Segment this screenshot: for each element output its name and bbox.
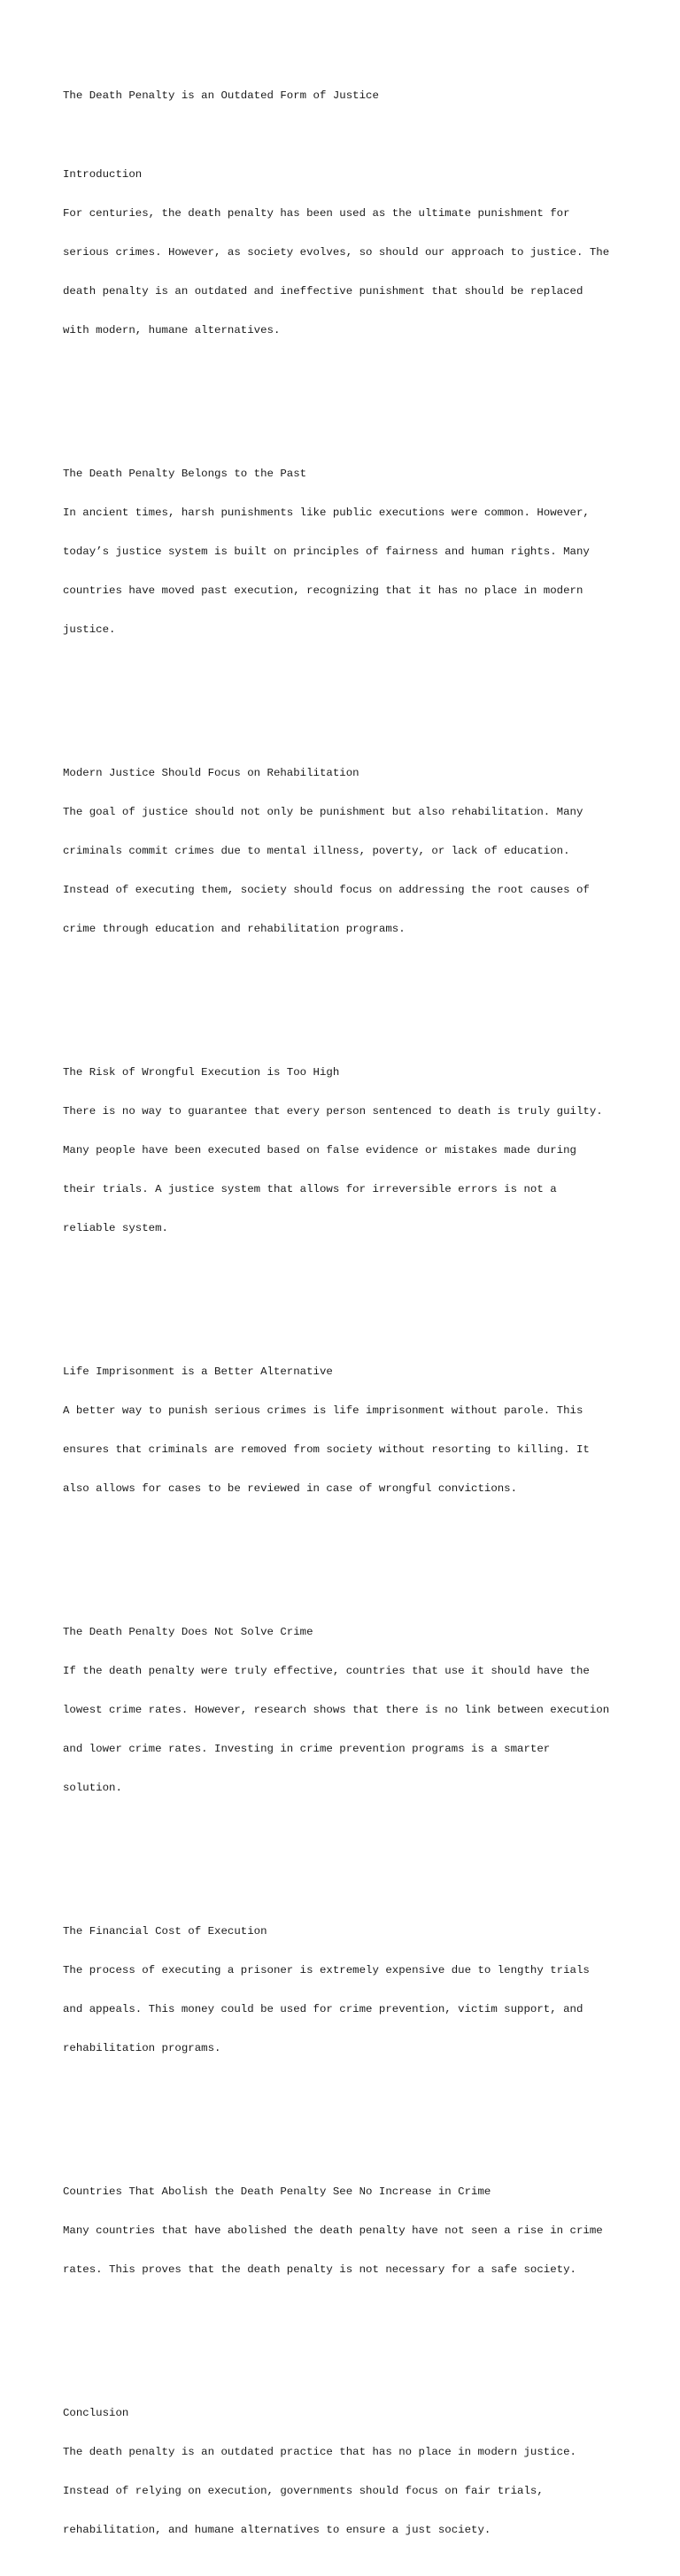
paragraph-line: The goal of justice should not only be punishment but also rehabilitation. Many: [63, 805, 583, 818]
paragraph-line: There is no way to guarantee that every person sentenced to death is truly guilty.: [63, 1104, 603, 1118]
paragraph-line: The process of executing a prisoner is extremely expensive due to lengthy trials: [63, 1964, 590, 1977]
paragraph-gap: [63, 988, 647, 1002]
document-title: The Death Penalty is an Outdated Form of Justice: [63, 89, 379, 103]
paragraph-line: reliable system.: [63, 1222, 168, 1235]
paragraph-line: rehabilitation, and humane alternatives to ensure a just society.: [63, 2524, 491, 2537]
section-heading: The Death Penalty Belongs to the Past: [63, 467, 307, 480]
paragraph-gap: [63, 689, 647, 702]
paragraph-line: criminals commit crimes due to mental illness, poverty, or lack of education.: [63, 844, 570, 857]
paragraph-line: crime through education and rehabilitation programs.: [63, 923, 406, 936]
section-heading: Conclusion: [63, 2406, 129, 2419]
paragraph-line: countries have moved past execution, recognizing that it has no place in modern: [63, 584, 583, 597]
section-heading: The Risk of Wrongful Execution is Too High: [63, 1065, 340, 1079]
paragraph-line: their trials. A justice system that allows for irreversible errors is not a: [63, 1183, 557, 1196]
paragraph-line: ensures that criminals are removed from society without resorting to killing. It: [63, 1443, 590, 1457]
paragraph-line: Instead of relying on execution, governments should focus on fair trials,: [63, 2485, 544, 2498]
section-heading: Life Imprisonment is a Better Alternative: [63, 1365, 333, 1378]
paragraph-line: with modern, humane alternatives.: [63, 323, 281, 337]
section-past: [63, 441, 647, 662]
section-rehabilitation: [63, 740, 647, 962]
section-heading: Countries That Abolish the Death Penalty See No Increase in Crime: [63, 2185, 491, 2198]
paragraph-gap: [63, 2108, 647, 2121]
section-heading: The Financial Cost of Execution: [63, 1924, 267, 1938]
section-wrongful-execution: [63, 1040, 647, 1261]
section-introduction: [63, 142, 647, 363]
paragraph-line: serious crimes. However, as society evolves, so should our approach to justice. The: [63, 245, 610, 259]
paragraph-gap: [63, 1548, 647, 1561]
paragraph-gap: [63, 1288, 647, 1301]
paragraph-line: and lower crime rates. Investing in crime prevention programs is a smarter: [63, 1743, 551, 1756]
paragraph-gap: [63, 1847, 647, 1860]
paragraph-line: In ancient times, harsh punishments like public executions were common. However,: [63, 506, 590, 519]
paragraph-line: A better way to punish serious crimes is life imprisonment without parole. This: [63, 1404, 583, 1418]
document-page: [63, 64, 647, 2576]
paragraph-line: rates. This proves that the death penalty is not necessary for a safe society.: [63, 2263, 576, 2277]
paragraph-line: The death penalty is an outdated practice that has no place in modern justice.: [63, 2445, 576, 2458]
section-financial-cost: [63, 1899, 647, 2082]
paragraph-line: today’s justice system is built on principles of fairness and human rights. Many: [63, 545, 590, 558]
section-life-imprisonment: [63, 1340, 647, 1522]
paragraph-line: solution.: [63, 1782, 122, 1795]
paragraph-line: Instead of executing them, society should focus on addressing the root causes of: [63, 884, 590, 897]
paragraph-line: lowest crime rates. However, research shows that there is no link between execution: [63, 1704, 610, 1717]
paragraph-line: justice.: [63, 623, 116, 637]
paragraph-line: Many people have been executed based on false evidence or mistakes made during: [63, 1144, 576, 1157]
paragraph-gap: [63, 2329, 647, 2342]
section-heading: The Death Penalty Does Not Solve Crime: [63, 1625, 313, 1638]
paragraph-line: If the death penalty were truly effective, countries that use it should have the: [63, 1665, 590, 1677]
section-does-not-solve-crime: [63, 1600, 647, 1822]
section-conclusion: [63, 2380, 647, 2563]
paragraph-line: also allows for cases to be reviewed in case of wrongful convictions.: [63, 1482, 518, 1496]
section-abolition-countries: [63, 2160, 647, 2303]
paragraph-line: Many countries that have abolished the death penalty have not seen a rise in crime: [63, 2224, 603, 2238]
section-heading: Modern Justice Should Focus on Rehabilitation: [63, 766, 359, 779]
paragraph-line: rehabilitation programs.: [63, 2042, 221, 2055]
section-heading: Introduction: [63, 167, 143, 181]
paragraph-gap: [63, 389, 647, 402]
paragraph-line: death penalty is an outdated and ineffective punishment that should be replaced: [63, 284, 583, 298]
paragraph-line: For centuries, the death penalty has been used as the ultimate punishment for: [63, 206, 570, 220]
paragraph-line: and appeals. This money could be used for crime prevention, victim support, and: [63, 2003, 583, 2016]
